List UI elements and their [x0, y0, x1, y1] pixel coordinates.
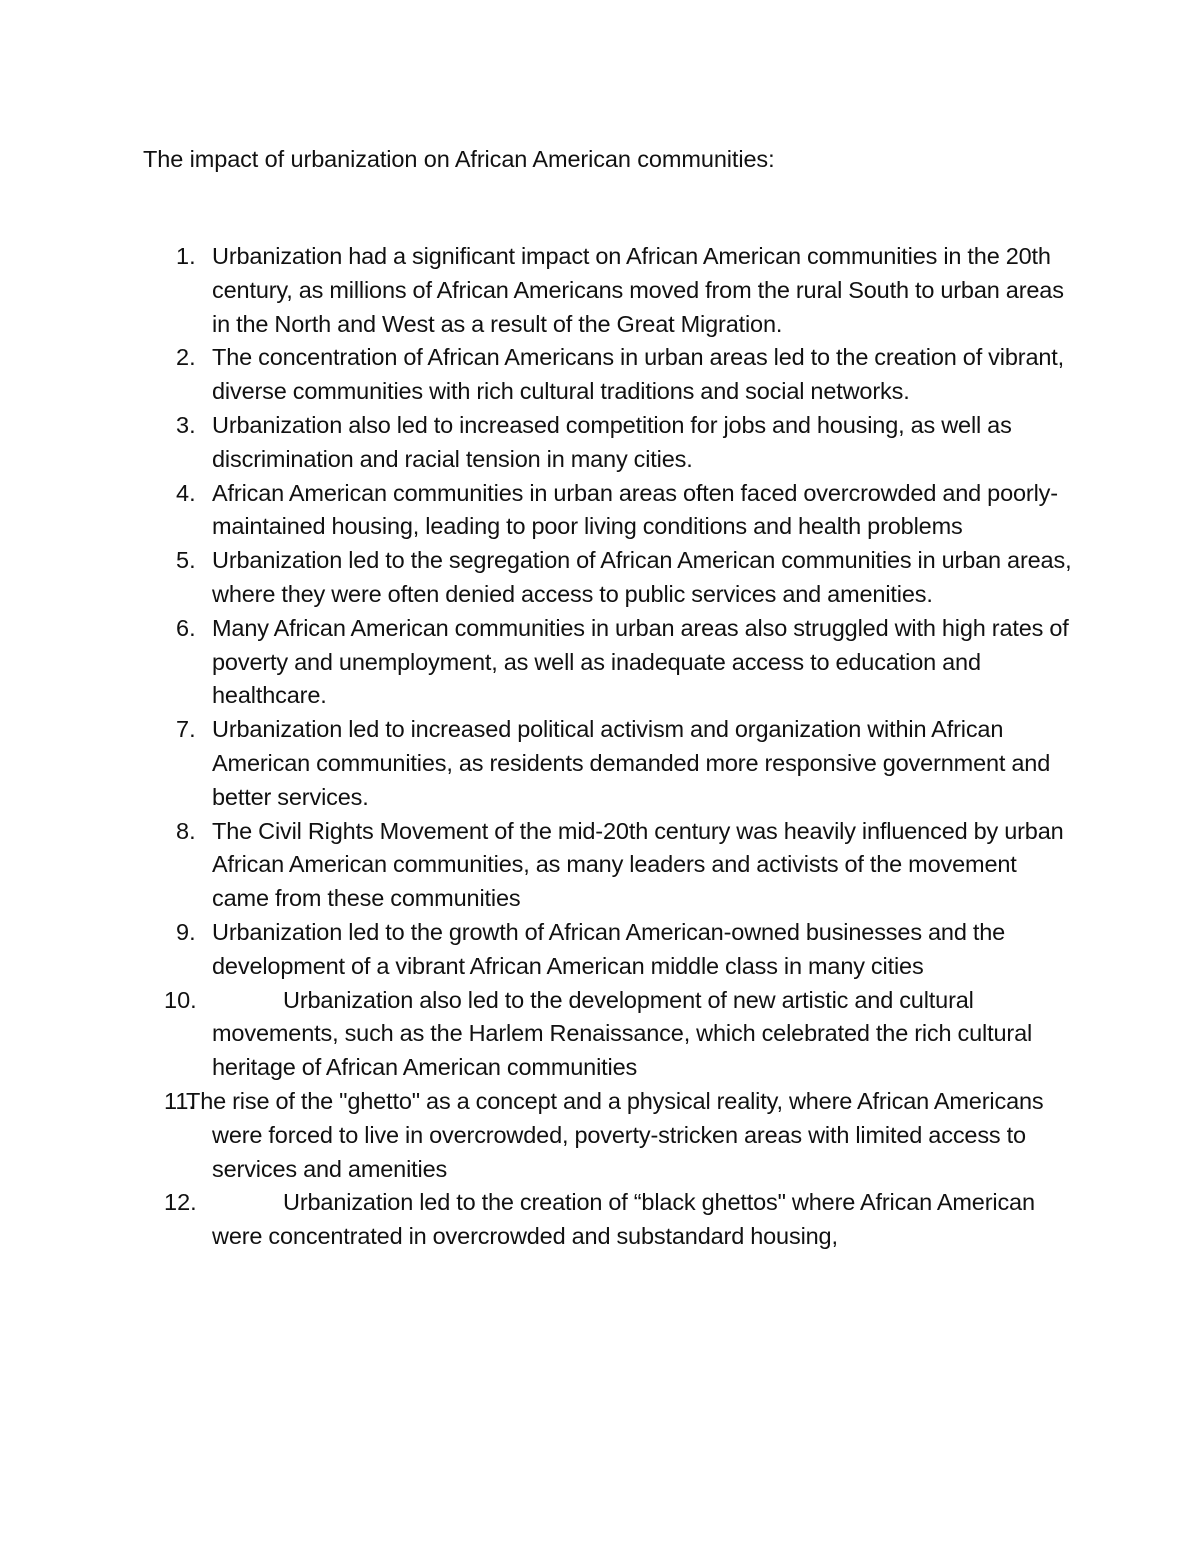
list-item: [0, 612, 1200, 713]
list-item: [0, 916, 1200, 984]
list-item-text: Urbanization led to the growth of African American-owned businesses and the development of a vibrant African American middle class in many cities: [212, 918, 1006, 979]
list-item: [0, 544, 1200, 612]
list-item-text: Urbanization led to increased political activism and organization within African American communities, as residents demanded more responsive government and better services.: [212, 716, 1051, 810]
list-item: [0, 409, 1200, 477]
list-item-number: 9.: [176, 918, 196, 945]
list-item: [0, 1085, 1200, 1186]
document-title: The impact of urbanization on African American communities:: [143, 146, 775, 172]
list-item-text: The rise of the "ghetto" as a concept and a physical reality, where African Americans were forced to live in overcrowded, poverty-stricken areas with limited access to services and amenities: [186, 1087, 1044, 1182]
list-item-number: 11.: [164, 1087, 195, 1114]
list-item-number: 10.: [164, 986, 197, 1013]
list-item-text: Urbanization led to the segregation of African American communities in urban areas, where they were often denied access to public services and amenities.: [212, 547, 1072, 607]
list-item: [0, 240, 1200, 341]
list-item-number: 12.: [164, 1189, 197, 1216]
list-item: [0, 477, 1200, 545]
list-item: [0, 1186, 1200, 1254]
list-item-number: 7.: [176, 716, 196, 743]
list-item-text: Urbanization also led to the development of new artistic and cultural movements, such as the Harlem Renaissance, which celebrated the rich cultural heritage of African American communities: [212, 986, 1033, 1081]
list-item: [0, 341, 1200, 409]
list-item-number: 1.: [176, 243, 196, 269]
list-item-number: 6.: [176, 614, 196, 641]
list-item-number: 2.: [176, 344, 196, 371]
list-item-number: 8.: [176, 817, 196, 844]
list-item-text: Urbanization led to the creation of “black ghettos" where African American were concentrated in overcrowded and substandard housing,: [212, 1189, 1035, 1250]
list-item-number: 4.: [176, 479, 196, 506]
list-item: [0, 713, 1200, 814]
list-item-number: 5.: [176, 547, 196, 574]
list-item: [0, 984, 1200, 1085]
numbered-list: [0, 240, 1200, 1254]
list-item-text: Urbanization also led to increased competition for jobs and housing, as well as discrimination and racial tension in many cities.: [212, 411, 1012, 472]
list-item-text: African American communities in urban areas often faced overcrowded and poorly-maintained housing, leading to poor living conditions and health problems: [212, 479, 1058, 540]
list-item-number: 3.: [176, 411, 196, 438]
list-item-text: Many African American communities in urban areas also struggled with high rates of poverty and unemployment, as well as inadequate access to education and healthcare.: [212, 614, 1069, 709]
list-item-text: The Civil Rights Movement of the mid-20th century was heavily influenced by urban African American communities, as many leaders and activists of the movement came from these communities: [212, 817, 1064, 912]
list-item: [0, 815, 1200, 916]
list-item-text: The concentration of African Americans in urban areas led to the creation of vibrant, diverse communities with rich cultural traditions and social networks.: [212, 344, 1065, 405]
list-item-text: Urbanization had a significant impact on African American communities in the 20th century, as millions of African Americans moved from the rural South to urban areas in the North and West as a result of the Great Migration.: [212, 243, 1064, 337]
